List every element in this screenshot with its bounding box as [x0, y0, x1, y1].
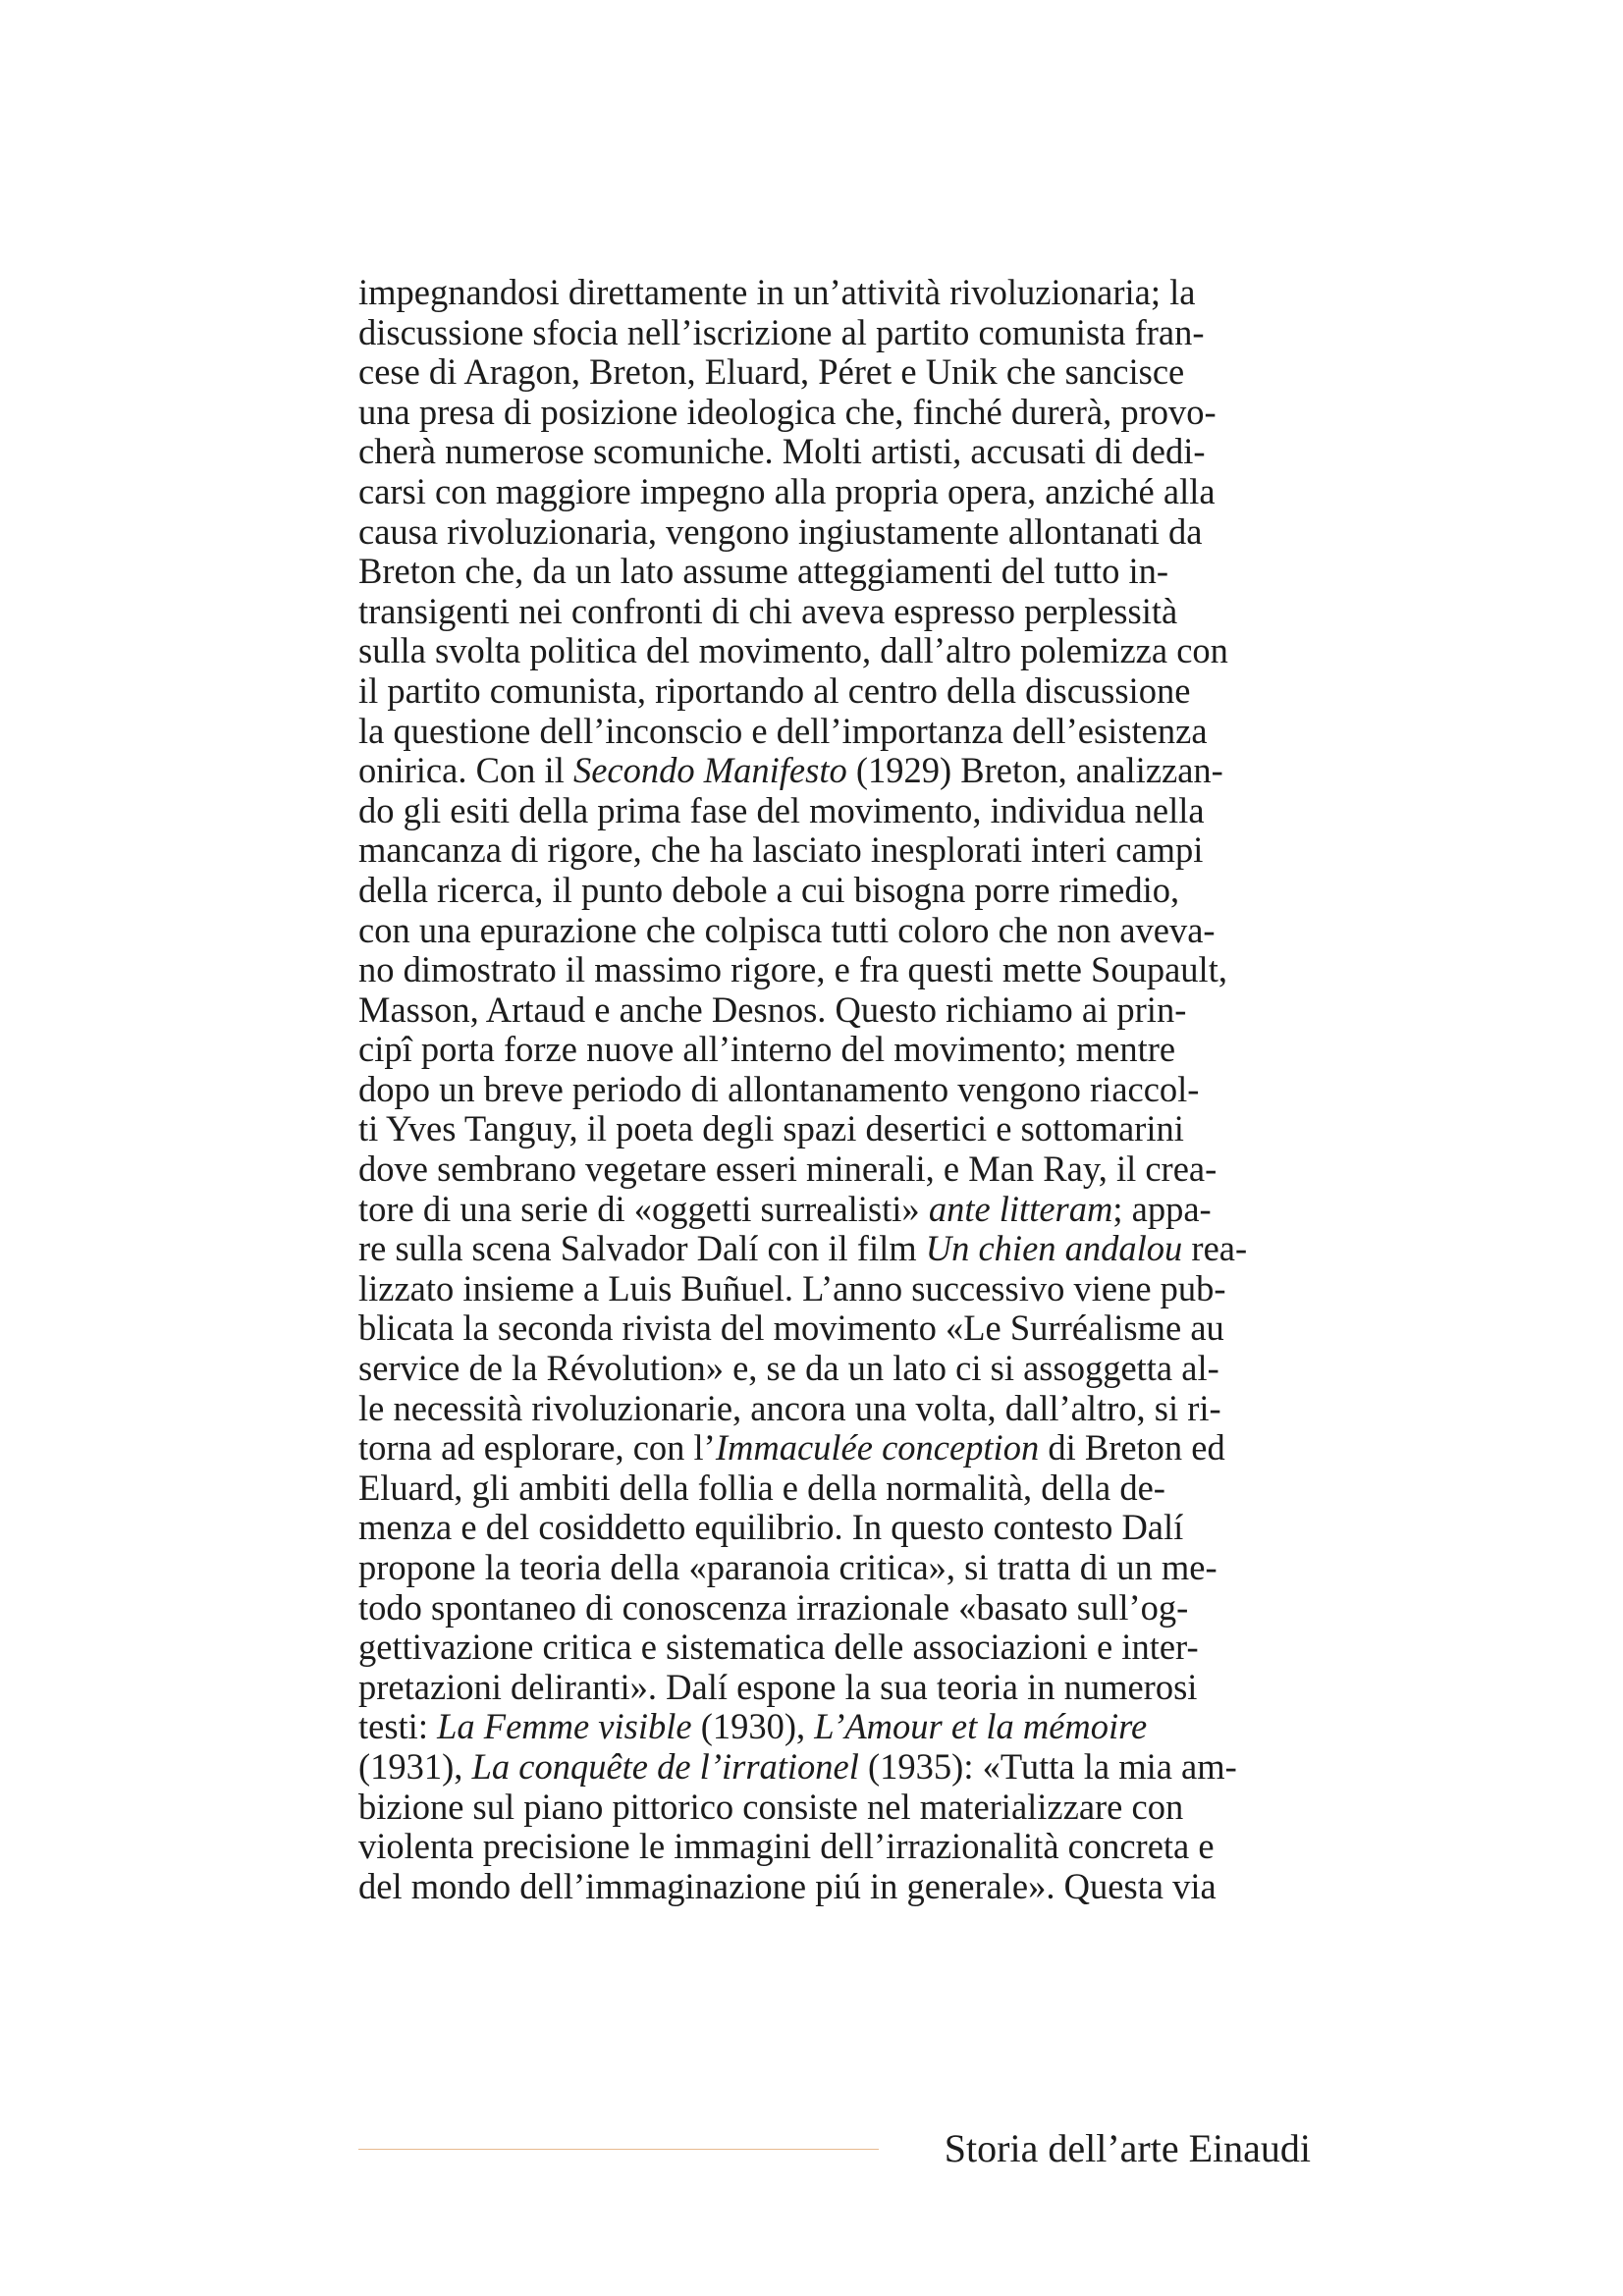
- text-line: [358, 313, 1311, 353]
- text-line: [358, 1867, 1311, 1907]
- text-line: [358, 830, 1311, 871]
- text-run: con una epurazione che colpisca tutti coloro che non aveva-: [358, 909, 1216, 950]
- text-line: [358, 1707, 1311, 1747]
- text-line: [358, 1269, 1311, 1309]
- text-line: [358, 631, 1311, 671]
- text-line: [358, 432, 1311, 472]
- text-line: [358, 1428, 1311, 1468]
- text-line: [358, 1628, 1311, 1668]
- text-run: dopo un breve periodo di allontanamento vengono riaccol-: [358, 1068, 1200, 1109]
- text-line: [358, 352, 1311, 393]
- text-run: (1935): «Tutta la mia am-: [858, 1745, 1237, 1787]
- text-run: service de la Révolution» e, se da un lato ci si assoggetta al-: [358, 1348, 1219, 1389]
- text-line: [358, 1747, 1311, 1788]
- text-line: [358, 990, 1311, 1031]
- text-line: [358, 1349, 1311, 1389]
- text-run: discussione sfocia nell’iscrizione al partito comunista fran-: [358, 311, 1205, 352]
- text-line: [358, 1109, 1311, 1149]
- text-run: cese di Aragon, Breton, Eluard, Péret e Unik che sancisce: [358, 351, 1185, 393]
- italic-title: Immaculée conception: [715, 1427, 1040, 1468]
- text-line: [358, 1389, 1311, 1429]
- text-run: Breton che, da un lato assume atteggiamenti del tutto in-: [358, 551, 1169, 592]
- text-run: di Breton ed: [1039, 1427, 1225, 1468]
- text-run: Masson, Artaud e anche Desnos. Questo richiamo ai prin-: [358, 988, 1187, 1030]
- text-line: [358, 512, 1311, 553]
- text-line: [358, 1827, 1311, 1867]
- text-run: bizione sul piano pittorico consiste nel materializzare con: [358, 1786, 1184, 1827]
- text-line: [358, 671, 1311, 712]
- italic-title: Secondo Manifesto: [572, 750, 847, 791]
- text-line: [358, 552, 1311, 592]
- text-line: [358, 1588, 1311, 1629]
- text-line: [358, 1468, 1311, 1509]
- footer-rule: [358, 2149, 879, 2150]
- text-line: [358, 1070, 1311, 1110]
- text-line: [358, 712, 1311, 752]
- text-run: carsi con maggiore impegno alla propria opera, anziché alla: [358, 470, 1216, 511]
- text-line: [358, 1788, 1311, 1828]
- text-line: [358, 871, 1311, 911]
- text-run: sulla svolta politica del movimento, dall’altro polemizza con: [358, 630, 1228, 671]
- text-run: torna ad esplorare, con l’: [358, 1427, 716, 1468]
- text-run: blicata la seconda rivista del movimento «Le Surréalisme au: [358, 1308, 1224, 1349]
- text-line: [358, 472, 1311, 512]
- text-run: testi:: [358, 1706, 438, 1747]
- text-run: cipî porta forze nuove all’interno del movimento; mentre: [358, 1029, 1176, 1070]
- text-run: lizzato insieme a Luis Buñuel. L’anno successivo viene pub-: [358, 1267, 1226, 1308]
- text-run: Eluard, gli ambiti della follia e della normalità, della de-: [358, 1467, 1165, 1508]
- text-run: mancanza di rigore, che ha lasciato inesplorati interi campi: [358, 829, 1204, 871]
- text-run: (1929) Breton, analizzan-: [846, 750, 1223, 791]
- body-text: [358, 273, 1311, 1906]
- text-run: le necessità rivoluzionarie, ancora una volta, dall’altro, si ri-: [358, 1387, 1221, 1428]
- text-run: impegnandosi direttamente in un’attività rivoluzionaria; la: [358, 272, 1196, 312]
- text-run: onirica. Con il: [358, 750, 573, 791]
- text-run: cherà numerose scomuniche. Molti artisti, accusati di dedi-: [358, 431, 1206, 472]
- text-line: [358, 1229, 1311, 1269]
- text-run: gettivazione critica e sistematica delle associazioni e inter-: [358, 1627, 1199, 1668]
- italic-title: ante litteram: [928, 1188, 1113, 1229]
- text-line: [358, 1308, 1311, 1349]
- text-run: il partito comunista, riportando al centro della discussione: [358, 669, 1191, 711]
- text-run: ; appa-: [1112, 1188, 1212, 1229]
- text-run: dove sembrano vegetare esseri minerali, e Man Ray, il crea-: [358, 1148, 1217, 1190]
- text-run: re sulla scena Salvador Dalí con il film: [358, 1228, 926, 1269]
- text-run: della ricerca, il punto debole a cui bisogna porre rimedio,: [358, 869, 1180, 910]
- text-line: [358, 1668, 1311, 1708]
- text-run: todo spontaneo di conoscenza irrazionale «basato sull’og-: [358, 1586, 1189, 1628]
- text-run: do gli esiti della prima fase del movimento, individua nella: [358, 789, 1205, 830]
- text-line: [358, 273, 1311, 313]
- text-run: tore di una serie di «oggetti surrealisti»: [358, 1188, 929, 1229]
- text-run: causa rivoluzionaria, vengono ingiustamente allontanati da: [358, 510, 1203, 552]
- page-footer: [358, 2125, 1311, 2174]
- text-line: [358, 1030, 1311, 1070]
- text-line: [358, 1190, 1311, 1230]
- text-line: [358, 911, 1311, 951]
- text-run: una presa di posizione ideologica che, finché durerà, provo-: [358, 391, 1217, 432]
- italic-title: Un chien andalou: [925, 1228, 1183, 1269]
- text-line: [358, 791, 1311, 831]
- text-run: la questione dell’inconscio e dell’importanza dell’esistenza: [358, 710, 1208, 751]
- text-run: (1930),: [691, 1706, 815, 1747]
- text-run: ti Yves Tanguy, il poeta degli spazi desertici e sottomarini: [358, 1108, 1184, 1149]
- text-run: menza e del cosiddetto equilibrio. In questo contesto Dalí: [358, 1507, 1184, 1548]
- text-run: del mondo dell’immaginazione piú in generale». Questa via: [358, 1865, 1217, 1906]
- text-line: [358, 1508, 1311, 1548]
- text-run: transigenti nei confronti di chi aveva espresso perplessità: [358, 590, 1178, 631]
- text-line: [358, 1548, 1311, 1588]
- italic-title: L’Amour et la mémoire: [814, 1706, 1148, 1747]
- text-line: [358, 393, 1311, 433]
- text-run: pretazioni deliranti». Dalí espone la sua teoria in numerosi: [358, 1666, 1198, 1707]
- text-run: no dimostrato il massimo rigore, e fra questi mette Soupault,: [358, 949, 1227, 990]
- italic-title: La conquête de l’irrationel: [471, 1745, 859, 1787]
- text-run: rea-: [1182, 1228, 1248, 1269]
- text-run: propone la teoria della «paranoia critica», si tratta di un me-: [358, 1547, 1217, 1587]
- text-line: [358, 751, 1311, 791]
- italic-title: La Femme visible: [437, 1706, 692, 1747]
- text-line: [358, 592, 1311, 632]
- running-footer-title: Storia dell’arte Einaudi: [944, 2126, 1311, 2170]
- text-run: violenta precisione le immagini dell’irrazionalità concreta e: [358, 1826, 1215, 1867]
- text-run: (1931),: [358, 1745, 472, 1787]
- text-line: [358, 950, 1311, 990]
- text-line: [358, 1149, 1311, 1190]
